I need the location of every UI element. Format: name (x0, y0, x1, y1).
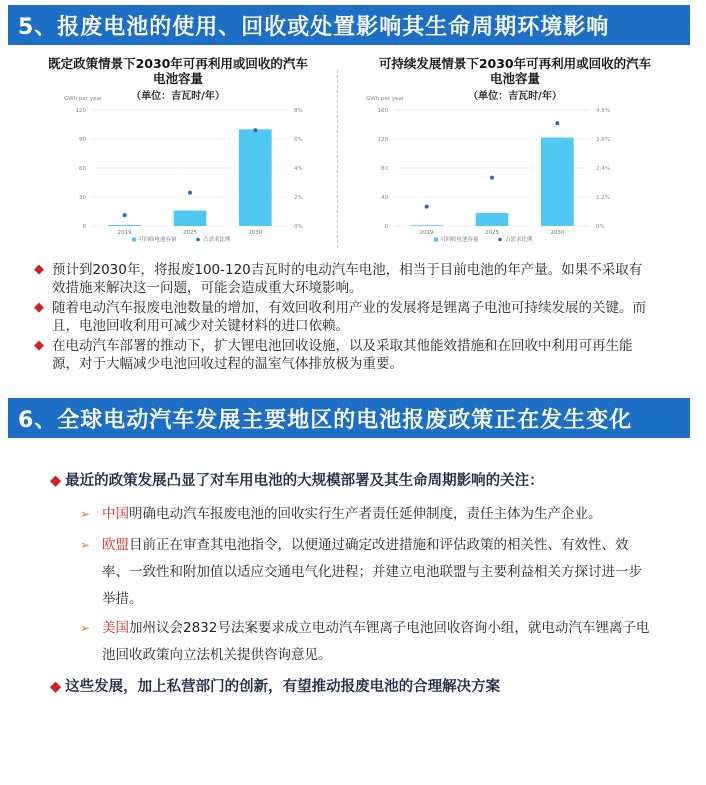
y-axis-label: GWh per year (366, 96, 405, 102)
y2-tick-label: 2.4% (596, 166, 610, 172)
y-tick-label: 80 (381, 166, 388, 172)
data-point (555, 121, 559, 125)
policy-text: 加州议会2832号法案要求成立电动汽车锂离子电池回收咨询小组，就电动汽车锂离子电池回收政策向立法机关提供咨询意见。 (102, 620, 650, 663)
arrow-bullet-icon: ➢ (80, 538, 91, 552)
y2-tick-label: 0% (294, 224, 303, 230)
policy-text: 目前正在审查其电池指令，以便通过确定改进措施和评估政策的相关性、有效性、效率、一致性和附加值以适应交通电气化进程；并建立电池联盟与主要利益相关方探讨进一步举措。 (102, 537, 642, 607)
diamond-bullet-icon: ◆ (50, 473, 62, 489)
y-axis-label: GWh per year (64, 96, 103, 102)
data-point (188, 191, 192, 195)
chart1-title (20, 56, 336, 86)
chart1 (60, 92, 310, 252)
diamond-bullet-icon: ◆ (34, 338, 44, 353)
policy-item-eu (80, 532, 652, 613)
y2-tick-label: 4% (294, 166, 303, 172)
y-tick-label: 30 (79, 195, 86, 201)
legend-label-dot: 占需求比例 (203, 237, 231, 243)
region-label: 美国 (102, 620, 129, 636)
bar (108, 225, 141, 226)
section6-heading (50, 471, 670, 491)
chart1-title-line2: 电池容量 (152, 71, 203, 86)
chart-divider (337, 70, 338, 248)
chart1-title-line1: 既定政策情景下2030年可再利用或回收的汽车 (48, 56, 308, 71)
bar (174, 211, 207, 226)
y-tick-label: 120 (75, 108, 86, 114)
region-label: 欧盟 (102, 537, 129, 553)
section6-title: 6、全球电动汽车发展主要地区的电池报废政策正在发生变化 (18, 407, 633, 433)
x-tick-label: 2025 (183, 230, 197, 236)
diamond-bullet-icon: ◆ (50, 679, 62, 695)
chart2-title-line1: 可持续发展情景下2030年可再利用或回收的汽车 (378, 56, 652, 71)
arrow-bullet-icon: ➢ (80, 621, 91, 635)
section5-title: 5、报废电池的使用、回收或处置影响其生命周期环境影响 (18, 14, 610, 40)
data-point (425, 205, 429, 209)
section5-bullet-3 (34, 337, 652, 373)
x-tick-label: 2030 (550, 230, 565, 236)
y-tick-label: 0 (384, 224, 388, 230)
policy-item-china (80, 501, 652, 528)
legend-label-bar: 可回收电池容量 (440, 237, 479, 243)
legend-swatch-bar (132, 238, 136, 242)
section6-closing (50, 677, 670, 697)
region-label: 中国 (102, 506, 129, 522)
y-tick-label: 40 (381, 195, 388, 201)
y2-tick-label: 0% (596, 224, 605, 230)
bar (541, 138, 574, 226)
bar (476, 213, 509, 226)
policy-item-us (80, 615, 652, 669)
x-tick-label: 2019 (117, 230, 132, 236)
y2-tick-label: 2% (294, 195, 303, 201)
section5-bullet-1 (34, 261, 652, 297)
legend-swatch-bar (434, 238, 438, 242)
legend-label-dot: 占需求比例 (505, 237, 533, 243)
y2-tick-label: 6% (294, 137, 303, 143)
section6-banner (8, 398, 690, 438)
bullet-text: 在电动汽车部署的推动下，扩大锂电池回收设施，以及采取其他能效措施和在回收中利用可再生能源，对于大幅减少电池回收过程的温室气体排放极为重要。 (52, 338, 633, 372)
bar (410, 225, 443, 226)
chart2-title-line2: 电池容量 (489, 71, 540, 86)
y-tick-label: 90 (79, 137, 86, 143)
diamond-bullet-icon: ◆ (34, 262, 44, 277)
x-tick-label: 2025 (485, 230, 499, 236)
section5-bullet-2 (34, 299, 652, 335)
y2-tick-label: 4.8% (596, 108, 610, 114)
chart2-unit: （单位：吉瓦时/年） (468, 91, 562, 102)
section5-banner (8, 5, 690, 45)
bullet-text: 预计到2030年，将报废100-120吉瓦时的电动汽车电池，相当于目前电池的年产量。如果不采取有效措施来解决这一问题，可能会造成重大环境影响。 (52, 262, 643, 296)
chart2 (362, 92, 612, 252)
y2-tick-label: 8% (294, 108, 303, 114)
y-tick-label: 60 (79, 166, 86, 172)
x-tick-label: 2019 (419, 230, 434, 236)
chart2-title (345, 56, 685, 86)
legend-swatch-dot (196, 238, 200, 242)
x-tick-label: 2030 (248, 230, 263, 236)
legend-swatch-dot (498, 238, 502, 242)
data-point (253, 128, 257, 132)
section6-heading-text: 最近的政策发展凸显了对车用电池的大规模部署及其生命周期影响的关注： (65, 473, 544, 489)
section6-closing-text: 这些发展，加上私营部门的创新，有望推动报废电池的合理解决方案 (65, 679, 501, 695)
y-tick-label: 0 (82, 224, 86, 230)
bar (239, 129, 272, 226)
diamond-bullet-icon: ◆ (34, 300, 44, 315)
data-point (123, 213, 127, 217)
y-tick-label: 120 (377, 137, 388, 143)
policy-text: 明确电动汽车报废电池的回收实行生产者责任延伸制度，责任主体为生产企业。 (129, 506, 602, 522)
y2-tick-label: 3.6% (596, 137, 610, 143)
y2-tick-label: 1.2% (596, 195, 610, 201)
legend-label-bar: 可回收电池容量 (138, 237, 177, 243)
arrow-bullet-icon: ➢ (80, 507, 91, 521)
bullet-text: 随着电动汽车报废电池数量的增加，有效回收利用产业的发展将是锂离子电池可持续发展的关键。而且，电池回收利用可减少对关键材料的进口依赖。 (52, 300, 646, 334)
y-tick-label: 160 (377, 108, 388, 114)
data-point (490, 176, 494, 180)
chart1-unit: （单位：吉瓦时/年） (131, 91, 225, 102)
